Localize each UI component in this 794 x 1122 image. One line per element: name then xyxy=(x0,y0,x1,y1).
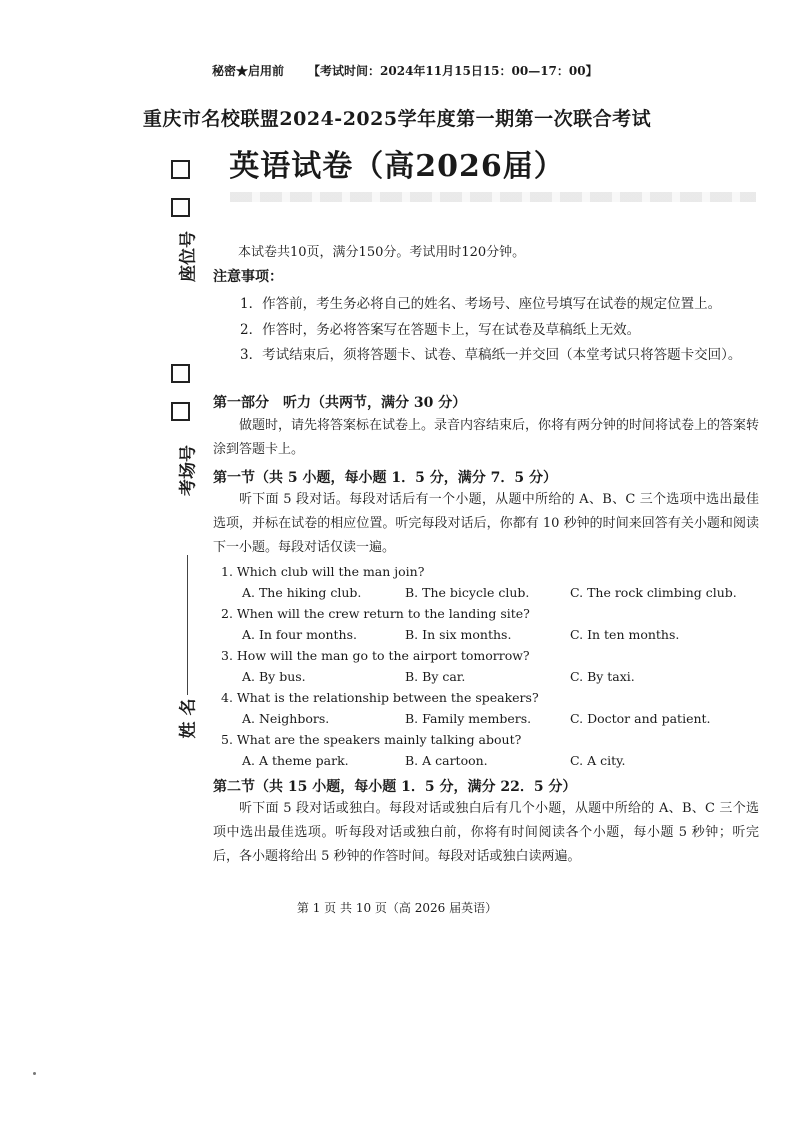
page-footer: 第 1 页 共 10 页（高 2026 届英语） xyxy=(296,901,498,915)
option-b[interactable]: B. The bicycle club. xyxy=(405,585,530,600)
option-c[interactable]: C. By taxi. xyxy=(570,669,635,684)
question: 3. How will the man go to the airport tomorrow? xyxy=(221,648,530,663)
paper-title: 英语试卷（高2026届） xyxy=(229,149,565,184)
question: 1. Which club will the man join? xyxy=(221,564,425,579)
notice-item: 2．作答时，务必将答案写在答题卡上，写在试卷及草稿纸上无效。 xyxy=(240,322,641,338)
option-c[interactable]: C. The rock climbing club. xyxy=(570,585,737,600)
notice-title: 注意事项： xyxy=(213,269,283,285)
question: 4. What is the relationship between the speakers? xyxy=(221,690,539,705)
name-underline[interactable] xyxy=(187,555,188,695)
part1-title: 第一部分 听力（共两节，满分 30 分） xyxy=(213,395,467,411)
option-b[interactable]: B. In six months. xyxy=(405,627,512,642)
option-c[interactable]: C. Doctor and patient. xyxy=(570,711,711,726)
option-b[interactable]: B. Family members. xyxy=(405,711,532,726)
option-a[interactable]: A. By bus. xyxy=(242,669,306,684)
exam-heading: 重庆市名校联盟2024-2025学年度第一期第一次联合考试 xyxy=(142,108,652,130)
section1-intro: 听下面 5 段对话。每段对话后有一个小题，从题中所给的 A、B、C 三个选项中选出最佳选项，并标在试卷的相应位置。听完每段对话后，你都有 10 秒钟的时间来回答有关小题和阅读下一小题。每段对话仅读一遍。 xyxy=(213,492,759,555)
section2-title: 第二节（共 15 小题，每小题 1．5 分，满分 22．5 分） xyxy=(213,779,577,795)
name-label: 姓 名 xyxy=(178,698,199,739)
info-line: 本试卷共10页，满分150分。考试用时120分钟。 xyxy=(238,245,526,260)
room-number-label: 考场号 xyxy=(178,445,199,496)
exam-time: 【考试时间：2024年11月15日15：00—17：00】 xyxy=(308,64,598,78)
confidential-label: 秘密★启用前 xyxy=(212,64,285,78)
confidential-header xyxy=(212,62,598,79)
scan-speck xyxy=(33,1072,36,1075)
seat-number-box[interactable] xyxy=(171,198,190,217)
option-b[interactable]: B. By car. xyxy=(405,669,466,684)
option-a[interactable]: A. In four months. xyxy=(242,627,357,642)
section2-intro: 听下面 5 段对话或独白。每段对话或独白后有几个小题，从题中所给的 A、B、C 三个选项中选出最佳选项。听每段对话或独白前，你将有时间阅读各个小题，每小题 5 秒钟；听完后，各小题将给出 5 秒钟的作答时间。每段对话或独白读两遍。 xyxy=(213,801,759,864)
section1-title: 第一节（共 5 小题，每小题 1．5 分，满分 7．5 分） xyxy=(213,470,557,486)
part1-intro: 做题时，请先将答案标在试卷上。录音内容结束后，你将有两分钟的时间将试卷上的答案转涂到答题卡上。 xyxy=(213,418,760,457)
faded-text-line xyxy=(230,192,756,202)
room-number-box[interactable] xyxy=(171,364,190,383)
option-c[interactable]: C. A city. xyxy=(570,753,626,768)
question: 2. When will the crew return to the landing site? xyxy=(221,606,530,621)
notice-item: 1．作答前，考生务必将自己的姓名、考场号、座位号填写在试卷的规定位置上。 xyxy=(240,296,722,312)
option-a[interactable]: A. The hiking club. xyxy=(242,585,362,600)
room-number-box[interactable] xyxy=(171,402,190,421)
option-a[interactable]: A. A theme park. xyxy=(242,753,349,768)
option-c[interactable]: C. In ten months. xyxy=(570,627,680,642)
option-b[interactable]: B. A cartoon. xyxy=(405,753,488,768)
notice-item: 3．考试结束后，须将答题卡、试卷、草稿纸一并交回（本堂考试只将答题卡交回）。 xyxy=(240,347,742,363)
seat-number-box[interactable] xyxy=(171,160,190,179)
question: 5. What are the speakers mainly talking about? xyxy=(221,732,522,747)
option-a[interactable]: A. Neighbors. xyxy=(242,711,330,726)
seat-number-label: 座位号 xyxy=(178,231,199,282)
